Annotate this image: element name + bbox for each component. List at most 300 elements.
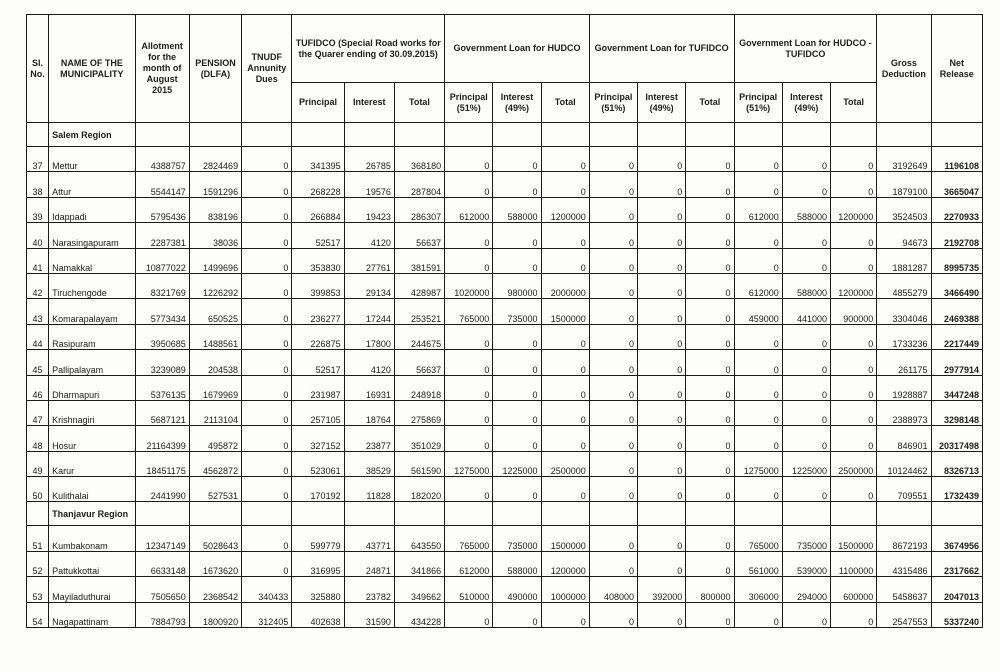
- value-cell: 0: [734, 426, 782, 451]
- value-cell: 1679969: [189, 375, 241, 400]
- sl-no-cell: 42: [27, 273, 49, 298]
- value-cell: 0: [445, 324, 493, 349]
- region-blank-cell: [445, 123, 493, 147]
- value-cell: 1500000: [831, 526, 877, 551]
- value-cell: 0: [589, 477, 637, 502]
- value-cell: 0: [782, 248, 830, 273]
- value-cell: 0: [493, 324, 541, 349]
- net-release-cell: 1196108: [931, 147, 982, 172]
- table-row: [27, 551, 983, 576]
- value-cell: 0: [242, 273, 292, 298]
- municipality-name-cell: Rasipuram: [49, 324, 135, 349]
- value-cell: 0: [734, 248, 782, 273]
- region-blank-cell: [189, 502, 241, 526]
- value-cell: 2547553: [877, 602, 931, 627]
- value-cell: 0: [831, 324, 877, 349]
- header-govt-hudco: Government Loan for HUDCO: [445, 15, 590, 83]
- value-cell: 838196: [189, 197, 241, 222]
- value-cell: 261175: [877, 350, 931, 375]
- value-cell: 253521: [394, 299, 444, 324]
- value-cell: 2388973: [877, 400, 931, 425]
- value-cell: 0: [831, 223, 877, 248]
- municipality-name-cell: Komarapalayam: [49, 299, 135, 324]
- value-cell: 0: [242, 400, 292, 425]
- value-cell: 0: [638, 451, 686, 476]
- value-cell: 2500000: [831, 451, 877, 476]
- value-cell: 0: [686, 324, 734, 349]
- value-cell: 0: [638, 375, 686, 400]
- value-cell: 23782: [344, 577, 394, 602]
- value-cell: 1020000: [445, 273, 493, 298]
- municipality-name-cell: Hosur: [49, 426, 135, 451]
- table-row: [27, 324, 983, 349]
- value-cell: 0: [445, 426, 493, 451]
- value-cell: 0: [242, 350, 292, 375]
- value-cell: 56637: [394, 223, 444, 248]
- region-blank-cell: [493, 123, 541, 147]
- table-row: [27, 526, 983, 551]
- value-cell: 0: [445, 477, 493, 502]
- value-cell: 0: [445, 400, 493, 425]
- value-cell: 0: [589, 400, 637, 425]
- net-release-cell: 2317662: [931, 551, 982, 576]
- value-cell: 1591296: [189, 172, 241, 197]
- value-cell: 0: [493, 426, 541, 451]
- value-cell: 0: [589, 526, 637, 551]
- value-cell: 0: [734, 223, 782, 248]
- region-blank-cell: [344, 123, 394, 147]
- municipality-name-cell: Pattukkottai: [49, 551, 135, 576]
- value-cell: 0: [831, 477, 877, 502]
- value-cell: 0: [831, 248, 877, 273]
- value-cell: 0: [589, 350, 637, 375]
- value-cell: 4120: [344, 350, 394, 375]
- value-cell: 0: [638, 172, 686, 197]
- sl-no-cell: 43: [27, 299, 49, 324]
- region-blank-cell: [189, 123, 241, 147]
- table-row: [27, 451, 983, 476]
- value-cell: 12347149: [135, 526, 189, 551]
- value-cell: 0: [686, 248, 734, 273]
- value-cell: 31590: [344, 602, 394, 627]
- value-cell: 0: [445, 147, 493, 172]
- sl-no-cell: 46: [27, 375, 49, 400]
- value-cell: 1500000: [541, 299, 589, 324]
- region-blank-cell: [831, 123, 877, 147]
- value-cell: 588000: [493, 197, 541, 222]
- value-cell: 0: [686, 197, 734, 222]
- value-cell: 495872: [189, 426, 241, 451]
- net-release-cell: 1732439: [931, 477, 982, 502]
- value-cell: 0: [686, 273, 734, 298]
- sl-no-cell: 51: [27, 526, 49, 551]
- value-cell: 0: [831, 426, 877, 451]
- value-cell: 539000: [782, 551, 830, 576]
- value-cell: 0: [782, 477, 830, 502]
- value-cell: 0: [638, 299, 686, 324]
- value-cell: 0: [734, 324, 782, 349]
- value-cell: 0: [445, 602, 493, 627]
- region-sl-cell: [27, 502, 49, 526]
- table-row: [27, 577, 983, 602]
- value-cell: 0: [734, 400, 782, 425]
- value-cell: 1225000: [782, 451, 830, 476]
- value-cell: 244675: [394, 324, 444, 349]
- value-cell: 643550: [394, 526, 444, 551]
- value-cell: 0: [589, 273, 637, 298]
- subheader-total: Total: [831, 83, 877, 123]
- region-blank-cell: [394, 123, 444, 147]
- value-cell: 0: [589, 324, 637, 349]
- region-row: [27, 123, 983, 147]
- value-cell: 170192: [292, 477, 344, 502]
- value-cell: 52517: [292, 350, 344, 375]
- region-blank-cell: [292, 502, 344, 526]
- value-cell: 0: [445, 223, 493, 248]
- value-cell: 735000: [493, 299, 541, 324]
- table-row: [27, 426, 983, 451]
- value-cell: 1200000: [831, 197, 877, 222]
- value-cell: 17800: [344, 324, 394, 349]
- value-cell: 612000: [734, 197, 782, 222]
- value-cell: 0: [541, 375, 589, 400]
- value-cell: 1673620: [189, 551, 241, 576]
- value-cell: 0: [638, 223, 686, 248]
- value-cell: 0: [686, 477, 734, 502]
- value-cell: 0: [493, 223, 541, 248]
- value-cell: 231987: [292, 375, 344, 400]
- value-cell: 0: [686, 172, 734, 197]
- value-cell: 0: [242, 172, 292, 197]
- table-row: [27, 375, 983, 400]
- value-cell: 18451175: [135, 451, 189, 476]
- region-sl-cell: [27, 123, 49, 147]
- subheader-principal: Principal: [292, 83, 344, 123]
- value-cell: 5687121: [135, 400, 189, 425]
- value-cell: 0: [493, 147, 541, 172]
- value-cell: 5458637: [877, 577, 931, 602]
- value-cell: 765000: [445, 299, 493, 324]
- value-cell: 0: [734, 602, 782, 627]
- value-cell: 8321769: [135, 273, 189, 298]
- value-cell: 1879100: [877, 172, 931, 197]
- value-cell: 24871: [344, 551, 394, 576]
- value-cell: 0: [242, 526, 292, 551]
- value-cell: 846901: [877, 426, 931, 451]
- value-cell: 38036: [189, 223, 241, 248]
- sl-no-cell: 45: [27, 350, 49, 375]
- value-cell: 7884793: [135, 602, 189, 627]
- value-cell: 29134: [344, 273, 394, 298]
- value-cell: 2000000: [541, 273, 589, 298]
- value-cell: 441000: [782, 299, 830, 324]
- net-release-cell: 3665047: [931, 172, 982, 197]
- table-row: [27, 248, 983, 273]
- value-cell: 5376135: [135, 375, 189, 400]
- municipality-name-cell: Dharmapuri: [49, 375, 135, 400]
- value-cell: 381591: [394, 248, 444, 273]
- table-row: [27, 172, 983, 197]
- net-release-cell: 20317498: [931, 426, 982, 451]
- value-cell: 1733236: [877, 324, 931, 349]
- value-cell: 0: [589, 299, 637, 324]
- value-cell: 1225000: [493, 451, 541, 476]
- subheader-interest-49: Interest (49%): [493, 83, 541, 123]
- net-release-cell: 2217449: [931, 324, 982, 349]
- sl-no-cell: 37: [27, 147, 49, 172]
- value-cell: 0: [589, 375, 637, 400]
- value-cell: 325880: [292, 577, 344, 602]
- subheader-interest-49: Interest (49%): [638, 83, 686, 123]
- value-cell: 21164399: [135, 426, 189, 451]
- table-row: [27, 350, 983, 375]
- municipality-name-cell: Karur: [49, 451, 135, 476]
- table-row: [27, 299, 983, 324]
- value-cell: 0: [242, 324, 292, 349]
- value-cell: 236277: [292, 299, 344, 324]
- value-cell: 351029: [394, 426, 444, 451]
- value-cell: 0: [638, 602, 686, 627]
- value-cell: 1881287: [877, 248, 931, 273]
- subheader-total: Total: [686, 83, 734, 123]
- net-release-cell: 2047013: [931, 577, 982, 602]
- value-cell: 0: [638, 426, 686, 451]
- value-cell: 0: [638, 197, 686, 222]
- value-cell: 0: [686, 526, 734, 551]
- value-cell: 0: [445, 172, 493, 197]
- subheader-interest-49: Interest (49%): [782, 83, 830, 123]
- region-blank-cell: [686, 123, 734, 147]
- value-cell: 0: [782, 324, 830, 349]
- value-cell: 0: [782, 375, 830, 400]
- value-cell: 226875: [292, 324, 344, 349]
- value-cell: 19423: [344, 197, 394, 222]
- value-cell: 4562872: [189, 451, 241, 476]
- value-cell: 0: [686, 451, 734, 476]
- value-cell: 0: [493, 172, 541, 197]
- value-cell: 0: [782, 147, 830, 172]
- value-cell: 10877022: [135, 248, 189, 273]
- value-cell: 0: [734, 350, 782, 375]
- value-cell: 0: [242, 451, 292, 476]
- value-cell: 735000: [493, 526, 541, 551]
- value-cell: 1499696: [189, 248, 241, 273]
- value-cell: 0: [541, 602, 589, 627]
- region-blank-cell: [931, 123, 982, 147]
- municipality-name-cell: Idappadi: [49, 197, 135, 222]
- value-cell: 588000: [782, 197, 830, 222]
- value-cell: 3192649: [877, 147, 931, 172]
- value-cell: 408000: [589, 577, 637, 602]
- value-cell: 0: [541, 324, 589, 349]
- value-cell: 0: [493, 400, 541, 425]
- value-cell: 17244: [344, 299, 394, 324]
- table-row: [27, 197, 983, 222]
- value-cell: 182020: [394, 477, 444, 502]
- value-cell: 0: [638, 273, 686, 298]
- value-cell: 257105: [292, 400, 344, 425]
- value-cell: 5544147: [135, 172, 189, 197]
- value-cell: 0: [589, 248, 637, 273]
- value-cell: 10124462: [877, 451, 931, 476]
- header-gross-deduction: Gross Deduction: [877, 15, 931, 123]
- value-cell: 0: [242, 551, 292, 576]
- value-cell: 2441990: [135, 477, 189, 502]
- sl-no-cell: 52: [27, 551, 49, 576]
- sl-no-cell: 53: [27, 577, 49, 602]
- region-blank-cell: [877, 502, 931, 526]
- sl-no-cell: 50: [27, 477, 49, 502]
- value-cell: 0: [638, 477, 686, 502]
- net-release-cell: 3298148: [931, 400, 982, 425]
- sl-no-cell: 48: [27, 426, 49, 451]
- table-body: [27, 123, 983, 628]
- value-cell: 1488561: [189, 324, 241, 349]
- region-blank-cell: [541, 123, 589, 147]
- table-row: [27, 223, 983, 248]
- municipality-name-cell: Namakkal: [49, 248, 135, 273]
- value-cell: 0: [541, 426, 589, 451]
- value-cell: 900000: [831, 299, 877, 324]
- value-cell: 2287381: [135, 223, 189, 248]
- value-cell: 52517: [292, 223, 344, 248]
- municipality-name-cell: Mettur: [49, 147, 135, 172]
- value-cell: 428987: [394, 273, 444, 298]
- value-cell: 735000: [782, 526, 830, 551]
- region-blank-cell: [541, 502, 589, 526]
- value-cell: 399853: [292, 273, 344, 298]
- value-cell: 2113104: [189, 400, 241, 425]
- value-cell: 0: [686, 602, 734, 627]
- header-net-release: Net Release: [931, 15, 982, 123]
- value-cell: 0: [589, 551, 637, 576]
- value-cell: 1275000: [445, 451, 493, 476]
- value-cell: 1200000: [541, 197, 589, 222]
- net-release-cell: 2270933: [931, 197, 982, 222]
- value-cell: 0: [541, 477, 589, 502]
- region-blank-cell: [734, 123, 782, 147]
- subheader-total: Total: [541, 83, 589, 123]
- value-cell: 0: [242, 426, 292, 451]
- subheader-principal-51: Principal (51%): [445, 83, 493, 123]
- value-cell: 27761: [344, 248, 394, 273]
- value-cell: 0: [242, 197, 292, 222]
- value-cell: 1226292: [189, 273, 241, 298]
- region-blank-cell: [686, 502, 734, 526]
- value-cell: 0: [831, 375, 877, 400]
- header-name: NAME OF THE MUNICIPALITY: [49, 15, 135, 123]
- region-blank-cell: [394, 502, 444, 526]
- value-cell: 0: [831, 147, 877, 172]
- value-cell: 0: [638, 551, 686, 576]
- value-cell: 0: [638, 350, 686, 375]
- municipality-name-cell: Mayiladuthurai: [49, 577, 135, 602]
- value-cell: 0: [638, 324, 686, 349]
- value-cell: 0: [686, 350, 734, 375]
- value-cell: 0: [686, 551, 734, 576]
- value-cell: 294000: [782, 577, 830, 602]
- value-cell: 0: [831, 172, 877, 197]
- net-release-cell: 8326713: [931, 451, 982, 476]
- value-cell: 6633148: [135, 551, 189, 576]
- value-cell: 26785: [344, 147, 394, 172]
- value-cell: 0: [638, 147, 686, 172]
- value-cell: 1200000: [541, 551, 589, 576]
- value-cell: 5795436: [135, 197, 189, 222]
- subheader-principal-51: Principal (51%): [589, 83, 637, 123]
- value-cell: 0: [541, 248, 589, 273]
- municipality-name-cell: Pallipalayam: [49, 350, 135, 375]
- value-cell: 0: [445, 375, 493, 400]
- value-cell: 434228: [394, 602, 444, 627]
- value-cell: 340433: [242, 577, 292, 602]
- value-cell: 0: [493, 248, 541, 273]
- value-cell: 0: [242, 248, 292, 273]
- value-cell: 0: [541, 147, 589, 172]
- table-row: [27, 273, 983, 298]
- value-cell: 3950685: [135, 324, 189, 349]
- municipality-name-cell: Nagapattinam: [49, 602, 135, 627]
- value-cell: 306000: [734, 577, 782, 602]
- value-cell: 266884: [292, 197, 344, 222]
- value-cell: 16931: [344, 375, 394, 400]
- net-release-cell: 8995735: [931, 248, 982, 273]
- value-cell: 0: [589, 197, 637, 222]
- value-cell: 0: [589, 426, 637, 451]
- region-blank-cell: [734, 502, 782, 526]
- value-cell: 275869: [394, 400, 444, 425]
- region-blank-cell: [135, 502, 189, 526]
- net-release-cell: 2977914: [931, 350, 982, 375]
- value-cell: 56637: [394, 350, 444, 375]
- region-blank-cell: [445, 502, 493, 526]
- value-cell: 588000: [493, 551, 541, 576]
- sl-no-cell: 40: [27, 223, 49, 248]
- value-cell: 0: [589, 451, 637, 476]
- value-cell: 368180: [394, 147, 444, 172]
- value-cell: 327152: [292, 426, 344, 451]
- region-blank-cell: [242, 502, 292, 526]
- value-cell: 709551: [877, 477, 931, 502]
- sl-no-cell: 39: [27, 197, 49, 222]
- region-row: [27, 502, 983, 526]
- value-cell: 5028643: [189, 526, 241, 551]
- sl-no-cell: 38: [27, 172, 49, 197]
- value-cell: 0: [242, 223, 292, 248]
- net-release-cell: 2469388: [931, 299, 982, 324]
- value-cell: 0: [831, 400, 877, 425]
- region-blank-cell: [242, 123, 292, 147]
- value-cell: 510000: [445, 577, 493, 602]
- region-blank-cell: [877, 123, 931, 147]
- value-cell: 1500000: [541, 526, 589, 551]
- sl-no-cell: 41: [27, 248, 49, 273]
- value-cell: 2500000: [541, 451, 589, 476]
- value-cell: 312405: [242, 602, 292, 627]
- value-cell: 0: [638, 248, 686, 273]
- region-blank-cell: [638, 123, 686, 147]
- value-cell: 0: [782, 602, 830, 627]
- value-cell: 3524503: [877, 197, 931, 222]
- value-cell: 2824469: [189, 147, 241, 172]
- municipality-name-cell: Kumbakonam: [49, 526, 135, 551]
- net-release-cell: 3466490: [931, 273, 982, 298]
- sl-no-cell: 44: [27, 324, 49, 349]
- value-cell: 599779: [292, 526, 344, 551]
- value-cell: 1000000: [541, 577, 589, 602]
- sl-no-cell: 47: [27, 400, 49, 425]
- header-tnudf: TNUDF Annunity Dues: [242, 15, 292, 123]
